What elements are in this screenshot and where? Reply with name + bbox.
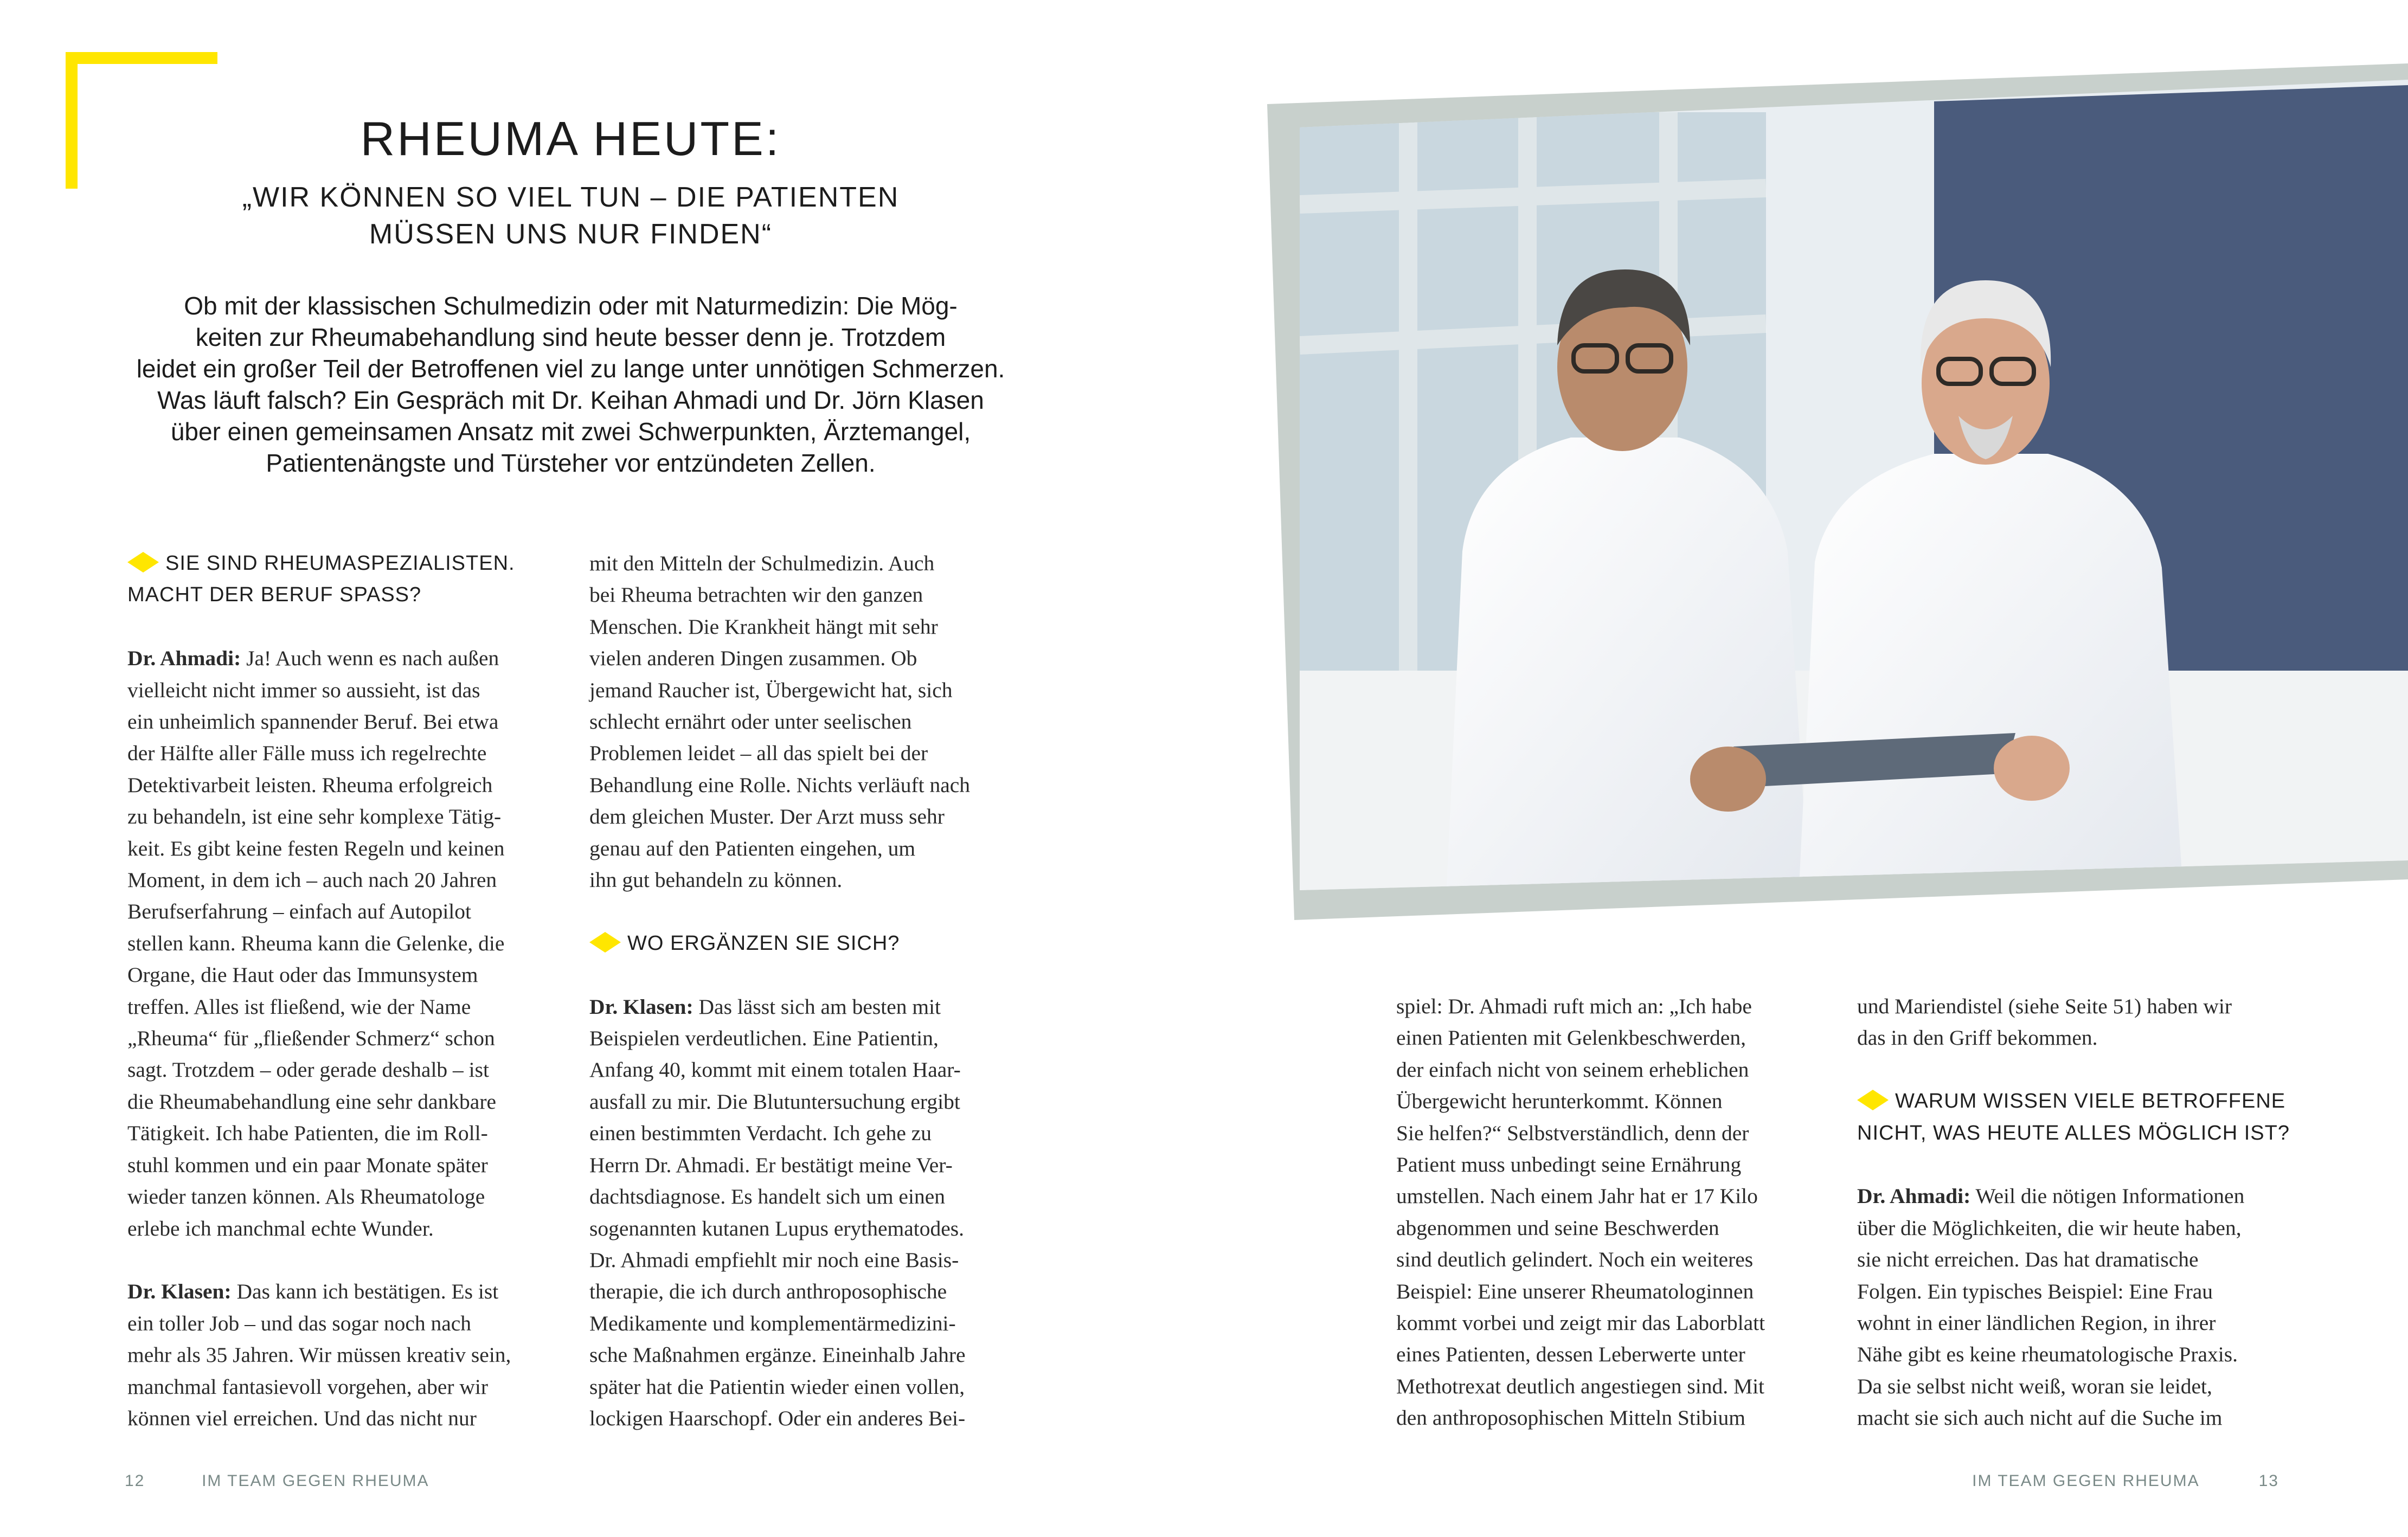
answer-line: der einfach nicht von seinem erheblichen — [1396, 1057, 1749, 1082]
answer-line: Sie helfen?“ Selbstverständlich, denn der — [1396, 1121, 1749, 1145]
answer-line: Herrn Dr. Ahmadi. Er bestätigt meine Ver- — [589, 1153, 953, 1177]
answer-line: abgenommen und seine Beschwerden — [1396, 1216, 1719, 1240]
question-line: NICHT, WAS HEUTE ALLES MÖGLICH IST? — [1857, 1121, 2290, 1144]
answer-line: ausfall zu mir. Die Blutuntersuchung ergibt — [589, 1089, 960, 1114]
answer-line: Dr. Ahmadi empfiehlt mir noch eine Basis- — [589, 1247, 959, 1272]
answer-line: sogenannten kutanen Lupus erythematodes. — [589, 1216, 965, 1240]
answer-line: Dr. Ahmadi: Weil die nötigen Informationen — [1857, 1184, 2245, 1208]
footer-left — [125, 1472, 429, 1490]
footer-label: IM TEAM GEGEN RHEUMA — [1972, 1472, 2199, 1490]
answer-line: zu behandeln, ist eine sehr komplexe Tätig- — [127, 805, 502, 829]
answer-line: können viel erreichen. Und das nicht nur — [127, 1406, 477, 1430]
diamond-icon — [1857, 1090, 1889, 1110]
answer-line: Beispielen verdeutlichen. Eine Patientin, — [589, 1026, 939, 1051]
answer-line: manchmal fantasievoll vorgehen, aber wir — [127, 1374, 489, 1399]
intro-line: Ob mit der klassischen Schulmedizin oder mit Naturmedizin: Die Mög- — [184, 292, 958, 320]
answer-line: bei Rheuma betrachten wir den ganzen — [589, 583, 923, 607]
answer-line: Nähe gibt es keine rheumatologische Praxis. — [1857, 1342, 2238, 1367]
answer-line: Beispiel: Eine unserer Rheumatologinnen — [1396, 1279, 1754, 1303]
answer-line: Folgen. Ein typisches Beispiel: Eine Frau — [1857, 1279, 2213, 1303]
question-line: WO ERGÄNZEN SIE SICH? — [627, 931, 900, 955]
answer-line: einen bestimmten Verdacht. Ich gehe zu — [589, 1121, 932, 1146]
answer-line: den anthroposophischen Mitteln Stibium — [1396, 1406, 1746, 1430]
answer-line: macht sie sich auch nicht auf die Suche im — [1857, 1406, 2223, 1430]
speaker-label: Dr. Ahmadi: — [1857, 1184, 1971, 1208]
footer-right — [1972, 1472, 2279, 1490]
answer-line: therapie, die ich durch anthroposophische — [589, 1279, 947, 1304]
intro-line: leidet ein großer Teil der Betroffenen viel zu lange unter unnötigen Schmerzen. — [136, 355, 1005, 383]
answer-line: sind deutlich gelindert. Noch ein weiteres — [1396, 1247, 1754, 1272]
intro-line: Was läuft falsch? Ein Gespräch mit Dr. Keihan Ahmadi und Dr. Jörn Klasen — [157, 386, 984, 414]
answer-line: und Mariendistel (siehe Seite 51) haben wir — [1857, 994, 2232, 1018]
answer-line: Problemen leidet – all das spielt bei der — [589, 741, 928, 766]
answer-line: Dr. Klasen: Das kann ich bestätigen. Es ist — [127, 1279, 499, 1304]
answer-line: Berufserfahrung – einfach auf Autopilot — [127, 899, 471, 924]
answer-line: mehr als 35 Jahren. Wir müssen kreativ sein, — [127, 1343, 511, 1367]
answer-line: sche Maßnahmen ergänze. Eineinhalb Jahre — [589, 1343, 966, 1367]
page-number: 13 — [2258, 1472, 2279, 1490]
answer-line: der Hälfte aller Fälle muss ich regelrechte — [127, 741, 487, 766]
answer-line: keit. Es gibt keine festen Regeln und keinen — [127, 836, 505, 860]
corner-bracket-horizontal — [66, 52, 217, 64]
answer-line: treffen. Alles ist fließend, wie der Name — [127, 994, 471, 1019]
answer-line: Tätigkeit. Ich habe Patienten, die im Roll- — [127, 1121, 488, 1146]
intro-line: über einen gemeinsamen Ansatz mit zwei Schwerpunkten, Ärztemangel, — [170, 417, 971, 446]
page-subtitle — [0, 179, 1141, 253]
question-heading — [127, 548, 550, 579]
intro-line: keiten zur Rheumabehandlung sind heute besser denn je. Trotzdem — [195, 323, 946, 351]
answer-line: stuhl kommen und ein paar Monate später — [127, 1153, 488, 1177]
answer-line: Da sie selbst nicht weiß, woran sie leidet, — [1857, 1374, 2212, 1398]
answer-line: Methotrexat deutlich angestiegen sind. Mit — [1396, 1374, 1765, 1398]
page-title: RHEUMA HEUTE: — [360, 112, 781, 165]
answer-line: ein unheimlich spannender Beruf. Bei etwa — [127, 710, 499, 734]
answer-line: ihn gut behandeln zu können. — [589, 868, 843, 892]
question-heading — [1857, 1085, 2286, 1117]
answer-line: Menschen. Die Krankheit hängt mit sehr — [589, 614, 938, 639]
answer-line: dem gleichen Muster. Der Arzt muss sehr — [589, 805, 945, 829]
answer-line: sagt. Trotzdem – oder gerade deshalb – ist — [127, 1058, 489, 1082]
answer-line: mit den Mitteln der Schulmedizin. Auch — [589, 551, 935, 575]
speaker-label: Dr. Klasen: — [589, 994, 693, 1019]
answer-line: Dr. Ahmadi: Ja! Auch wenn es nach außen — [127, 646, 499, 671]
answer-line: über die Möglichkeiten, die wir heute haben, — [1857, 1216, 2242, 1240]
photo-frame — [1267, 63, 2408, 920]
answer-line: später hat die Patientin wieder einen vollen, — [589, 1374, 965, 1399]
answer-line: dachtsdiagnose. Es handelt sich um einen — [589, 1185, 945, 1209]
text-column-1 — [127, 548, 550, 1434]
answer-line: Detektivarbeit leisten. Rheuma erfolgreich — [127, 773, 493, 797]
answer-line: Organe, die Haut oder das Immunsystem — [127, 963, 478, 987]
answer-line: „Rheuma“ für „fließender Schmerz“ schon — [127, 1026, 495, 1051]
answer-line: vielleicht nicht immer so aussieht, ist das — [127, 678, 480, 702]
text-column-3 — [1396, 991, 1819, 1434]
intro-paragraph — [0, 290, 1141, 479]
answer-line: Moment, in dem ich – auch nach 20 Jahren — [127, 868, 497, 892]
answer-line: Anfang 40, kommt mit einem totalen Haar- — [589, 1058, 961, 1082]
question-line: WARUM WISSEN VIELE BETROFFENE — [1895, 1090, 2286, 1113]
question-line: SIE SIND RHEUMASPEZIALISTEN. — [165, 552, 515, 575]
answer-line: kommt vorbei und zeigt mir das Laborblatt — [1396, 1311, 1765, 1335]
subtitle-line: MÜSSEN UNS NUR FINDEN“ — [369, 218, 773, 250]
footer-label: IM TEAM GEGEN RHEUMA — [202, 1472, 429, 1490]
answer-line: ein toller Job – und das sogar noch nach — [127, 1311, 472, 1335]
answer-line: schlecht ernährt oder unter seelischen — [589, 710, 912, 734]
two-doctors-photo — [1267, 63, 2408, 920]
intro-line: Patientenängste und Türsteher vor entzündeten Zellen. — [266, 449, 876, 477]
answer-line: stellen kann. Rheuma kann die Gelenke, die — [127, 931, 505, 955]
speaker-label: Dr. Ahmadi: — [127, 646, 241, 671]
text-column-4 — [1857, 991, 2290, 1434]
subtitle-line: „WIR KÖNNEN SO VIEL TUN – DIE PATIENTEN — [242, 182, 900, 213]
answer-line: Patient muss unbedingt seine Ernährung — [1396, 1153, 1742, 1177]
answer-line: die Rheumabehandlung eine sehr dankbare — [127, 1089, 497, 1114]
answer-line: jemand Raucher ist, Übergewicht hat, sich — [589, 678, 953, 702]
diamond-icon — [589, 932, 621, 953]
answer-line: umstellen. Nach einem Jahr hat er 17 Kilo — [1396, 1184, 1758, 1208]
answer-line: genau auf den Patienten eingehen, um — [589, 836, 916, 860]
answer-line: lockigen Haarschopf. Oder ein anderes Bei- — [589, 1406, 966, 1430]
answer-line: sie nicht erreichen. Das hat dramatische — [1857, 1247, 2199, 1272]
answer-line: Dr. Klasen: Das lässt sich am besten mit — [589, 994, 941, 1019]
answer-line: das in den Griff bekommen. — [1857, 1026, 2098, 1050]
question-heading — [589, 928, 1012, 959]
answer-line: Übergewicht herunterkommt. Können — [1396, 1089, 1723, 1114]
answer-line: eines Patienten, dessen Leberwerte unter — [1396, 1342, 1745, 1367]
text-column-2 — [589, 548, 1012, 1434]
diamond-icon — [127, 552, 159, 573]
answer-line: einen Patienten mit Gelenkbeschwerden, — [1396, 1026, 1746, 1050]
speaker-label: Dr. Klasen: — [127, 1279, 232, 1304]
question-line: MACHT DER BERUF SPASS? — [127, 583, 422, 607]
answer-line: wieder tanzen können. Als Rheumatologe — [127, 1185, 485, 1209]
answer-line: Medikamente und komplementärmedizini- — [589, 1311, 956, 1335]
page-number: 12 — [125, 1472, 145, 1490]
answer-line: spiel: Dr. Ahmadi ruft mich an: „Ich habe — [1396, 994, 1752, 1018]
answer-line: vielen anderen Dingen zusammen. Ob — [589, 646, 917, 671]
answer-line: wohnt in einer ländlichen Region, in ihrer — [1857, 1311, 2216, 1335]
answer-line: Behandlung eine Rolle. Nichts verläuft nach — [589, 773, 971, 797]
answer-line: erlebe ich manchmal echte Wunder. — [127, 1216, 434, 1240]
